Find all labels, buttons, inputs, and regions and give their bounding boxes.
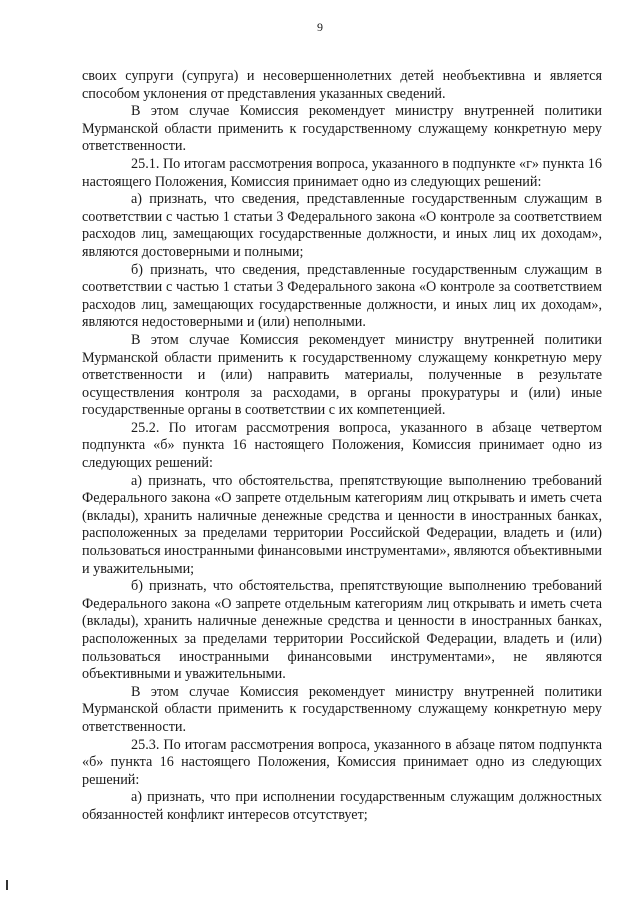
document-body (82, 68, 602, 825)
paragraph-recommendation-2: В этом случае Комиссия рекомендует министру внутренней политики Мурманской области применить к государственному служащему конкретную меру ответственности и (или) направить материалы, полученные в результате осуществления контроля за расходами, в органы прокуратуры и (или) иные государственные органы в соответствии с их компетенцией. (82, 331, 602, 419)
scan-artifact (6, 880, 8, 890)
paragraph-25-3: 25.3. По итогам рассмотрения вопроса, указанного в абзаце пятом подпункта «б» пункта 16 настоящего Положения, Комиссия принимает одно из следующих решений: (82, 736, 602, 788)
paragraph-25-2-a: а) признать, что обстоятельства, препятствующие выполнению требований Федерального закона «О запрете отдельным категориям лиц открывать и иметь счета (вклады), хранить наличные денежные средства и ценности в иностранных банках, расположенных за пределами территории Российской Федерации, владеть и (или) пользоваться иностранными финансовыми инструментами», являются объективными и уважительными; (82, 472, 602, 577)
paragraph-recommendation-1: В этом случае Комиссия рекомендует министру внутренней политики Мурманской области применить к государственному служащему конкретную меру ответственности. (82, 103, 602, 155)
paragraph-25-3-a: а) признать, что при исполнении государственным служащим должностных обязанностей конфликт интересов отсутствует; (82, 789, 602, 823)
paragraph-continuation: своих супруги (супруга) и несовершеннолетних детей необъективна и является способом уклонения от представления указанных сведений. (82, 68, 602, 102)
paragraph-recommendation-3: В этом случае Комиссия рекомендует министру внутренней политики Мурманской области применить к государственному служащему конкретную меру ответственности. (82, 683, 602, 735)
paragraph-25-2: 25.2. По итогам рассмотрения вопроса, указанного в абзаце четвертом подпункта «б» пункта 16 настоящего Положения, Комиссия принимает одно из следующих решений: (82, 419, 602, 472)
paragraph-25-1-a: а) признать, что сведения, представленные государственным служащим в соответствии с частью 1 статьи 3 Федерального закона «О контроле за соответствием расходов лиц, замещающих государственные должности, и иных лиц их доходам», являются достоверными и полными; (82, 191, 602, 260)
paragraph-25-1-b: б) признать, что сведения, представленные государственным служащим в соответствии с частью 1 статьи 3 Федерального закона «О контроле за соответствием расходов лиц, замещающих государственные должности, и иных лиц их доходам», являются недостоверными и (или) неполными. (82, 261, 602, 331)
page-number: 9 (317, 20, 323, 34)
paragraph-25-2-b: б) признать, что обстоятельства, препятствующие выполнению требований Федерального закона «О запрете отдельным категориям лиц открывать и иметь счета (вклады), хранить наличные денежные средства и ценности в иностранных банках, расположенных за пределами территории Российской Федерации, владеть и (или) пользоваться иностранными финансовыми инструментами», не являются объективными и уважительными. (82, 578, 602, 683)
paragraph-25-1: 25.1. По итогам рассмотрения вопроса, указанного в подпункте «г» пункта 16 настоящего Положения, Комиссия принимает одно из следующих решений: (82, 155, 602, 190)
